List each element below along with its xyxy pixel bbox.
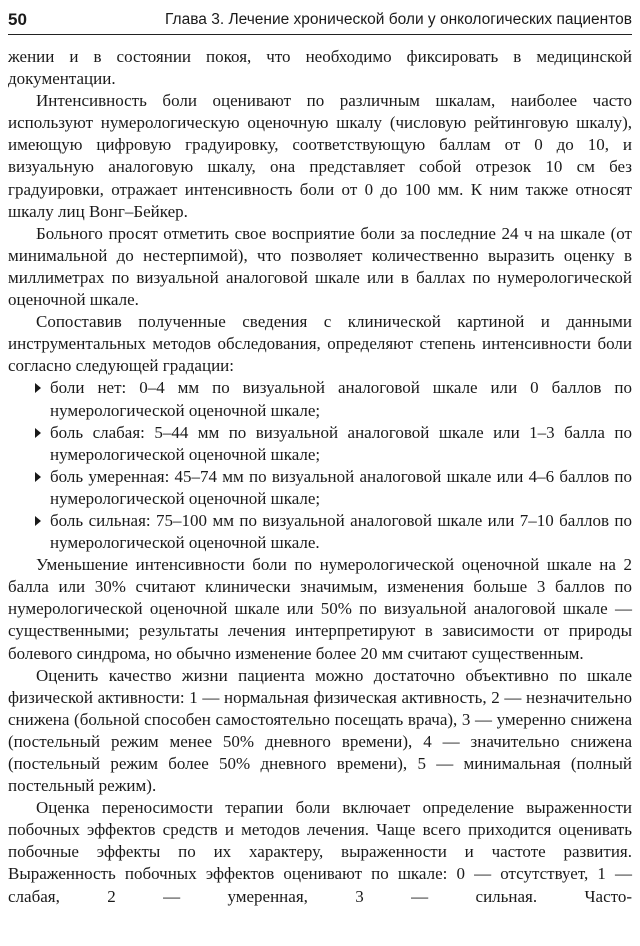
paragraph-quality-of-life: Оценить качество жизни пациента можно достаточно объективно по шкале физической активности: 1 — нормальная физическая активность, 2 — незначительно снижена (больной способен самостоятельно посещать врача), 3 — умеренно снижена (постельный режим менее 50% дневного времени), 4 — значительно снижена (постельный режим более 50% дневного времени), 5 — минимальная (полный постельный режим).	[8, 665, 632, 796]
chapter-title: Глава 3. Лечение хронической боли у онкологических пациентов	[165, 11, 632, 28]
list-item-text: боль слабая: 5–44 мм по визуальной аналоговой шкале или 1–3 балла по нумерологической оценочной шкале;	[50, 422, 632, 464]
paragraph-patient-rating: Больного просят отметить свое восприятие боли за последние 24 ч на шкале (от минимальной до нестерпимой), что позволяет количественно выразить оценку в миллиметрах по визуальной аналоговой шкале или в баллах по нумерологической оценочной шкале.	[8, 223, 632, 310]
page-number: 50	[8, 10, 27, 29]
list-item-text: боль умеренная: 45–74 мм по визуальной аналоговой шкале или 4–6 баллов по нумерологической оценочной шкале;	[50, 466, 632, 508]
list-item-severe-pain	[8, 510, 632, 554]
page-body	[8, 46, 632, 908]
triangle-bullet-icon	[35, 428, 41, 438]
paragraph-clinical-significance: Уменьшение интенсивности боли по нумерологической оценочной шкале на 2 балла или 30% считают клинически значимым, изменения больше 3 баллов по нумерологической оценочной шкале или 50% по визуальной аналоговой шкале — существенными; результаты лечения интерпретируют в зависимости от природы болевого синдрома, но обычно изменение более 20 мм считают существенным.	[8, 555, 632, 663]
pain-grade-list	[8, 377, 632, 554]
list-item-moderate-pain	[8, 466, 632, 510]
triangle-bullet-icon	[35, 516, 41, 526]
running-header	[8, 8, 632, 35]
paragraph-gradation-intro: Сопоставив полученные сведения с клинической картиной и данными инструментальных методов обследования, определяют степень интенсивности боли согласно следующей градации:	[8, 312, 632, 376]
list-item-mild-pain	[8, 422, 632, 466]
list-item-no-pain	[8, 377, 632, 421]
list-item-text: боль сильная: 75–100 мм по визуальной аналоговой шкале или 7–10 баллов по нумерологической оценочной шкале.	[50, 510, 632, 553]
paragraph-tolerability: Оценка переносимости терапии боли включает определение выраженности побочных эффектов средств и методов лечения. Чаще всего приходится оценивать побочные эффекты по их характеру, выраженности и частоте развития. Выраженность побочных эффектов оценивают по шкале: 0 — отсутствует, 1 — слабая, 2 — умеренная, 3 — сильная. Часто-	[8, 798, 632, 906]
list-item-text: боли нет: 0–4 мм по визуальной аналоговой шкале или 0 баллов по нумерологической оценочной шкале;	[50, 378, 632, 420]
triangle-bullet-icon	[35, 383, 41, 393]
triangle-bullet-icon	[35, 472, 41, 482]
paragraph-continuation: жении и в состоянии покоя, что необходимо фиксировать в медицинской документации.	[8, 47, 632, 89]
paragraph-intensity-scales: Интенсивность боли оценивают по различным шкалам, наиболее часто используют нумерологическую оценочную шкалу (числовую рейтинговую шкалу), имеющую цифровую градуировку, соответствующую баллам от 0 до 10, и визуальную аналоговую шкалу, она представляет собой отрезок 10 см без градуировки, отражает интенсивность боли от 0 до 100 мм. К ним также относят шкалу лиц Вонг–Бейкер.	[8, 91, 632, 221]
